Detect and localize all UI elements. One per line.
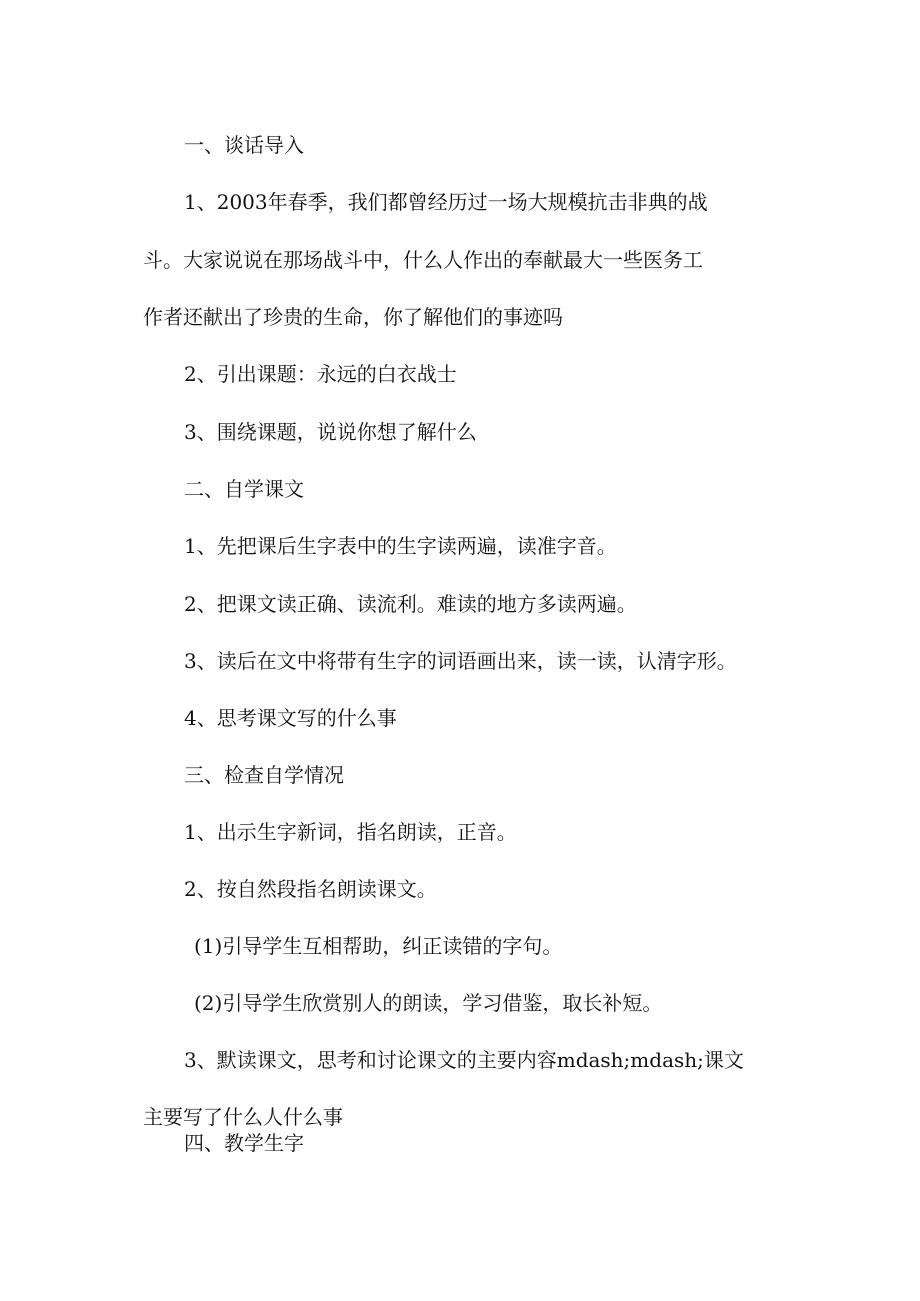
paragraph-line: 3、围绕课题，说说你想了解什么	[184, 420, 477, 444]
paragraph-line: 2、引出课题：永远的白衣战士	[184, 362, 457, 386]
paragraph-line: 斗。大家说说在那场战斗中，什么人作出的奉献最大一些医务工	[143, 248, 703, 272]
paragraph-line: 3、默读课文，思考和讨论课文的主要内容mdash;mdash;课文	[184, 1048, 744, 1072]
paragraph-line: 4、思考课文写的什么事	[184, 706, 397, 730]
paragraph-line: 2、按自然段指名朗读课文。	[184, 877, 437, 901]
paragraph-line: 2、把课文读正确、读流利。难读的地方多读两遍。	[184, 592, 637, 616]
sub-item-line: (1)引导学生互相帮助，纠正读错的字句。	[194, 934, 563, 958]
sub-item-line: (2)引导学生欣赏别人的朗读，学习借鉴，取长补短。	[194, 991, 663, 1015]
paragraph-line: 3、读后在文中将带有生字的词语画出来，读一读，认清字形。	[184, 649, 737, 673]
section-heading-check: 三、检查自学情况	[184, 763, 344, 787]
section-heading-characters: 四、教学生字	[184, 1131, 304, 1155]
paragraph-line: 1、出示生字新词，指名朗读，正音。	[184, 820, 517, 844]
section-heading-intro: 一、谈话导入	[184, 133, 304, 157]
section-heading-self-study: 二、自学课文	[184, 477, 304, 501]
paragraph-line: 1、先把课后生字表中的生字读两遍，读准字音。	[184, 534, 617, 558]
paragraph-line: 1、2003年春季，我们都曾经历过一场大规模抗击非典的战	[184, 190, 708, 214]
paragraph-line: 主要写了什么人什么事	[143, 1105, 343, 1129]
paragraph-line: 作者还献出了珍贵的生命，你了解他们的事迹吗	[143, 305, 563, 329]
